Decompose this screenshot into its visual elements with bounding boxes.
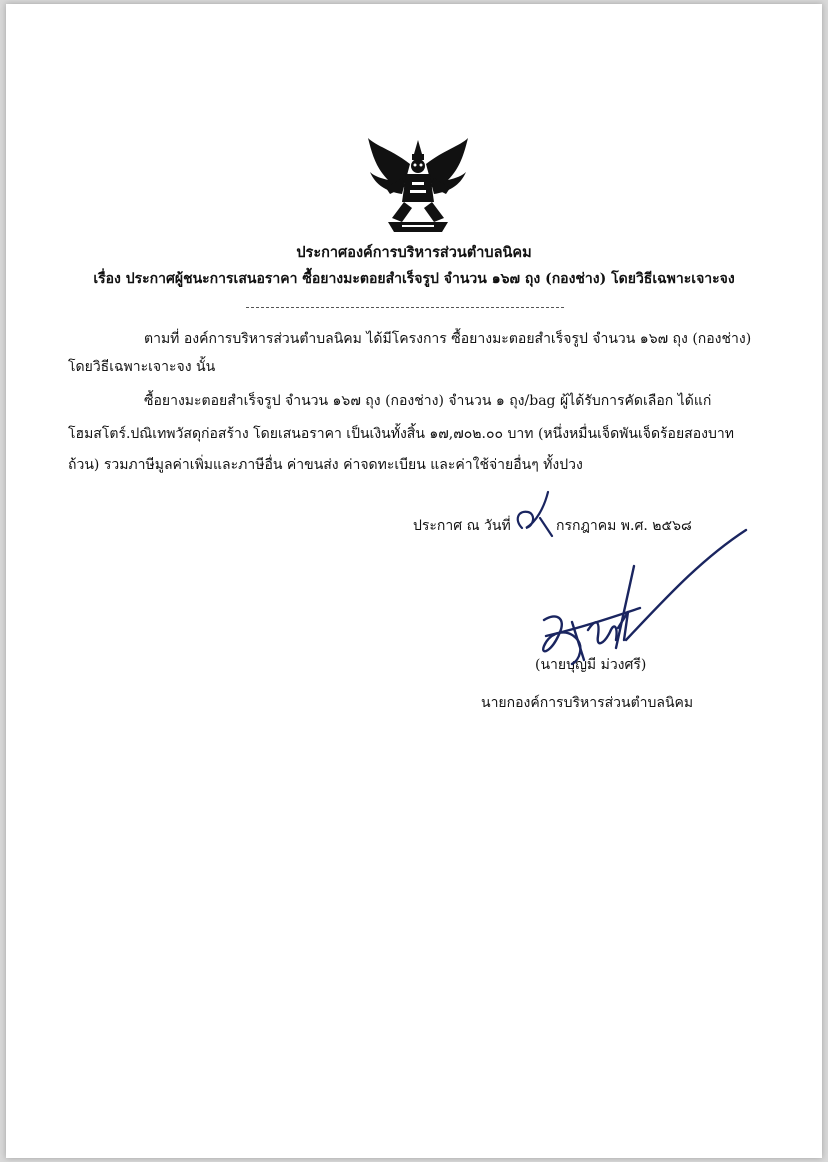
body-line: ซื้อยางมะตอยสำเร็จรูป จำนวน ๑๖๗ ถุง (กองช่าง) จำนวน ๑ ถุง/bag ผู้ได้รับการคัดเลือก ได้แก่ xyxy=(144,393,712,409)
body-line: โดยวิธีเฉพาะเจาะจง นั้น xyxy=(68,359,216,375)
signatory-position: นายกองค์การบริหารส่วนตำบลนิคม xyxy=(481,695,694,711)
signatory-name: (นายบุญมี ม่วงศรี) xyxy=(535,657,647,673)
garuda-emblem-icon xyxy=(362,132,474,240)
announcement-subject: เรื่อง ประกาศผู้ชนะการเสนอราคา ซื้อยางมะตอยสำเร็จรูป จำนวน ๑๖๗ ถุง (กองช่าง) โดยวิธีเฉพาะเจาะจง xyxy=(93,271,735,287)
body-line: โฮมสโตร์.ปณิเทพวัสดุก่อสร้าง โดยเสนอราคา เป็นเงินทั้งสิ้น ๑๗,๗๐๒.๐๐ บาท (หนึ่งหมื่นเจ็ดพันเจ็ดร้อยสองบาท xyxy=(68,426,734,442)
divider xyxy=(246,307,564,308)
body-line: ตามที่ องค์การบริหารส่วนตำบลนิคม ได้มีโครงการ ซื้อยางมะตอยสำเร็จรูป จำนวน ๑๖๗ ถุง (กองช่าง) xyxy=(144,331,752,347)
date-label: ประกาศ ณ วันที่ xyxy=(413,518,511,534)
date-month-year: กรกฎาคม พ.ศ. ๒๕๖๘ xyxy=(556,518,692,534)
body-line: ถ้วน) รวมภาษีมูลค่าเพิ่มและภาษีอื่น ค่าขนส่ง ค่าจดทะเบียน และค่าใช้จ่ายอื่นๆ ทั้งปวง xyxy=(68,457,583,473)
announcement-title: ประกาศองค์การบริหารส่วนตำบลนิคม xyxy=(296,244,532,261)
